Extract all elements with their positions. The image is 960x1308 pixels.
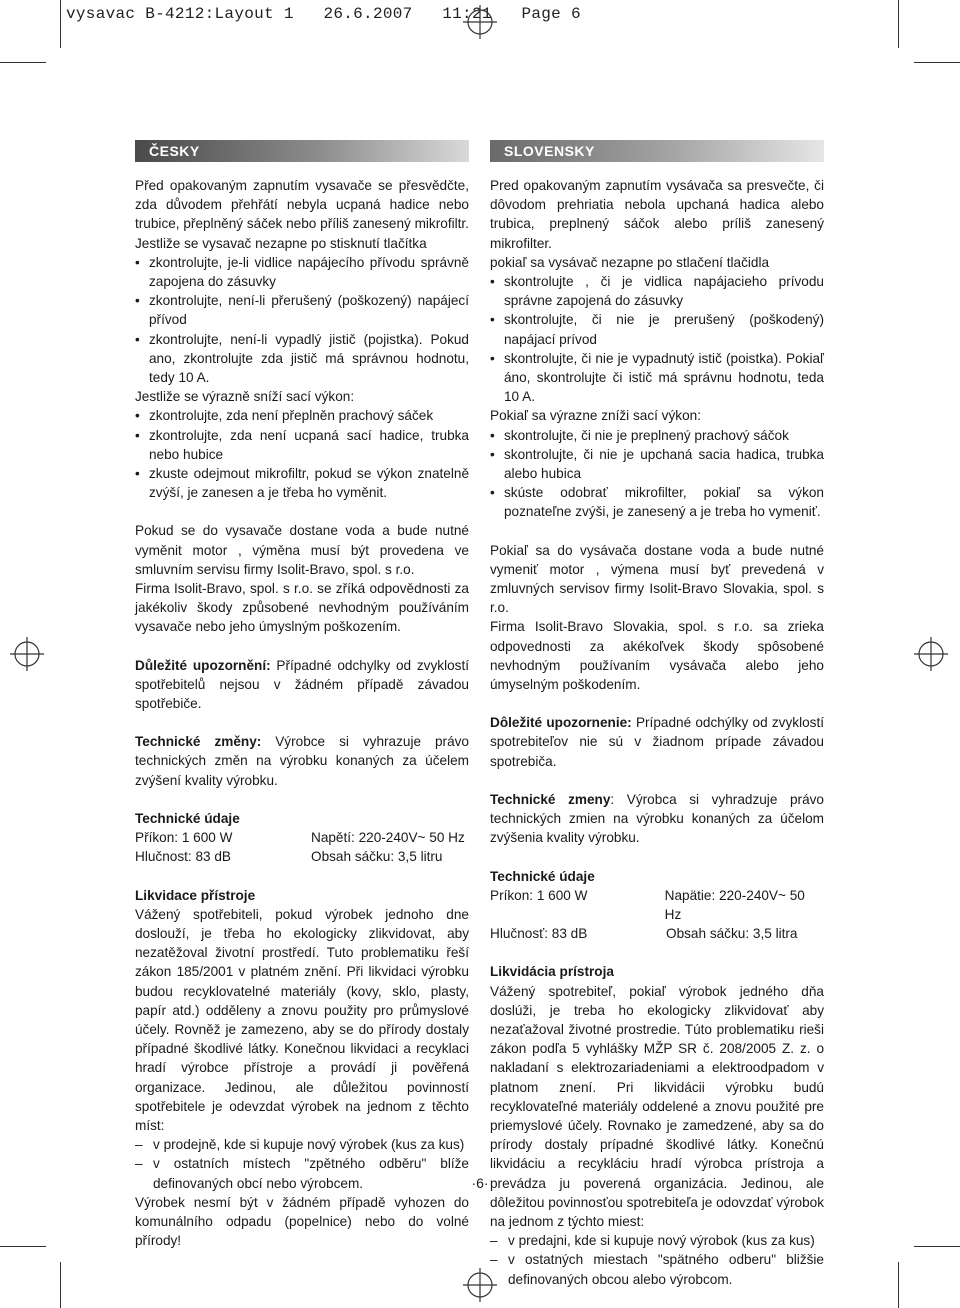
- sk-no-start-paragraph: pokiaľ sa vysávač nezapne po stlačení tlačidla: [490, 254, 770, 270]
- cz-changes-label: Technické změny:: [135, 734, 262, 750]
- sk-water-paragraph: Pokiaľ sa do vysávača dostane voda a bude nutné vymeniť motor , výmena musí byť prevedená v zmluvných servisov firmy Isolit-Bravo Slovakia, spol. s r.o.: [490, 542, 824, 616]
- sk-warning-text: Prípadné odchýlky od zvyklostí spotrebiteľov nie sú v žiadnom prípade závadou spotrebiča.: [490, 715, 824, 769]
- list-item: – v ostatních místech "zpětného odběru" blíže definovaných obcí nebo výrobcem.: [135, 1154, 469, 1192]
- page-number: ·6·: [471, 1175, 489, 1191]
- crop-mark-bottom-right: [898, 1262, 899, 1308]
- crop-mark-right-top: [914, 62, 960, 63]
- sk-tech-row: [490, 886, 824, 924]
- list-item: • zkuste odejmout mikrofiltr, pokud se výkon znatelně zvýší, je zanesen a je třeba ho vyměnit.: [135, 464, 469, 502]
- list-item: • skontrolujte, či nie je vypadnutý istič (poistka). Pokiaľ áno, skontrolujte či istič má správnu hodnotu, teda 10 A.: [490, 349, 824, 407]
- cz-tech-voltage: Napětí: 220-240V~ 50 Hz: [311, 830, 465, 846]
- cz-warning-paragraph: [135, 656, 469, 714]
- cz-changes-paragraph: [135, 732, 469, 790]
- sk-changes-text: : Výrobca si vyhradzuje právo technických zmien na výrobku konaných za účelom zvýšenia kvality výrobku.: [490, 791, 824, 846]
- czech-column: [135, 140, 469, 1250]
- list-item: – v ostatných miestach "spätného odberu" bližšie definovaných obcou alebo výrobcom.: [490, 1250, 824, 1288]
- crop-mark-left-top: [0, 62, 46, 63]
- sk-suction-paragraph: Pokiaľ sa výrazne zníži sací výkon:: [490, 408, 701, 424]
- sk-tech-bag: Obsah sáčku: 3,5 litra: [666, 926, 798, 942]
- sk-tech-power: Príkon: 1 600 W: [490, 887, 588, 903]
- registration-mark-top-icon: [463, 5, 497, 39]
- cz-tech-title: Technické údaje: [135, 810, 240, 826]
- crop-mark-bottom-left: [60, 1262, 61, 1308]
- sk-tech-noise: Hlučnosť: 83 dB: [490, 926, 588, 942]
- cz-intro-paragraph: Před opakovaným zapnutím vysavače se přesvědčte, zda důvodem přehřátí nebyla ucpaná hadice nebo trubice, přeplněný sáček nebo příliš zanesený mikrofiltr.: [135, 178, 469, 232]
- cz-tech-bag: Obsah sáčku: 3,5 litru: [311, 849, 443, 865]
- crop-mark-left-bottom: [0, 1246, 46, 1247]
- list-item: • zkontrolujte, není-li přerušený (poškozený) napájecí přívod: [135, 291, 469, 329]
- slovak-column: [490, 140, 824, 1289]
- list-item: • skontrolujte , či je vidlica napájacieho prívodu správne zapojená do zásuvky: [490, 272, 824, 310]
- cz-tech-noise: Hlučnost: 83 dB: [135, 849, 231, 865]
- list-item: • zkontrolujte, je-li vidlice napájecího přívodu správně zapojena do zásuvky: [135, 253, 469, 291]
- slovak-header: SLOVENSKY: [490, 140, 824, 162]
- crop-mark-right-bottom: [914, 1246, 960, 1247]
- sk-tech-title: Technické údaje: [490, 868, 595, 884]
- cz-warning-label: Důležité upozornění:: [135, 657, 271, 673]
- registration-mark-right-icon: [914, 637, 948, 671]
- registration-mark-left-icon: [10, 637, 44, 671]
- crop-mark-top-right: [898, 0, 899, 48]
- cz-tech-power: Příkon: 1 600 W: [135, 830, 233, 846]
- list-item: – v predajni, kde si kupuje nový výrobok (kus za kus): [490, 1231, 824, 1250]
- czech-header: ČESKY: [135, 140, 469, 162]
- sk-changes-paragraph: [490, 790, 824, 848]
- list-item: • skontrolujte, či nie je preplnený prachový sáčok: [490, 426, 824, 445]
- list-item: • zkontrolujte, zda není přeplněn prachový sáček: [135, 406, 469, 425]
- list-item: – v prodejně, kde si kupuje nový výrobek (kus za kus): [135, 1135, 469, 1154]
- list-item: • skúste odobrať mikrofilter, pokiaľ sa výkon poznateľne zvýši, je zanesený a je treba ho vymeniť.: [490, 483, 824, 521]
- sk-warning-label: Dôležité upozornenie:: [490, 715, 632, 731]
- sk-changes-label: Technické zmeny: [490, 791, 611, 807]
- cz-changes-text: Výrobce si vyhrazuje právo technických změn na výrobku konaných za účelem zvýšení kvality výrobku.: [135, 734, 469, 788]
- print-slug: vysavac B-4212:Layout 1 26.6.2007 11:21 Page 6: [66, 5, 581, 23]
- cz-no-start-paragraph: Jestliže se vysavač nezapne po stisknutí tlačítka: [135, 235, 427, 251]
- cz-liability-paragraph: Firma Isolit-Bravo, spol. s r.o. se zříká odpovědnosti za jakékoliv škody způsobené nevhodným používáním vysavače nebo jeho úmyslným poškozením.: [135, 581, 469, 635]
- cz-suction-paragraph: Jestliže se výrazně sníží sací výkon:: [135, 389, 355, 405]
- cz-disposal-text: Vážený spotřebiteli, pokud výrobek jednoho dne doslouží, je třeba ho ekologicky zlikvidovat, aby nezatěžoval životní prostředí. Tuto problematiku řeší zákon 185/2001 v platném znění. Při likvidaci výrobku budou recyklovatelné materiály (kovy, sklo, plasty, papír atd.) odděleny a znovu použity pro průmyslové účely. Rovněž je zamezeno, aby se do přírody dostaly případné škodlivé látky. Konečnou likvidaci a recyklaci hradí výrobce přístroje a provádí ji pověřená organizace. Jedinou, ale důležitou povinností spotřebitele je odevzdat výrobek na jednom z těchto míst:: [135, 906, 469, 1133]
- list-item: • skontrolujte, či nie je prerušený (poškodený) napájací prívod: [490, 310, 824, 348]
- sk-liability-paragraph: Firma Isolit-Bravo Slovakia, spol. s r.o. sa zrieka odpovednosti za akékoľvek škody spôsobené nevhodným používaním vysávača alebo jeho úmyselným poškodením.: [490, 619, 824, 693]
- list-item: • skontrolujte, či nie je upchaná sacia hadica, trubka alebo hubica: [490, 445, 824, 483]
- sk-disposal-title: Likvidácia prístroja: [490, 964, 614, 980]
- sk-tech-row: [490, 924, 824, 943]
- cz-disposal-title: Likvidace přístroje: [135, 887, 256, 903]
- sk-intro-paragraph: Pred opakovaným zapnutím vysávača sa presvečte, či dôvodom prehriatia nebola upchaná hadica alebo trubica, preplnený sáčok alebo príliš zanesený mikrofilter.: [490, 178, 824, 251]
- cz-tech-row: [135, 847, 469, 866]
- sk-warning-paragraph: [490, 713, 824, 771]
- cz-water-paragraph: Pokud se do vysavače dostane voda a bude nutné vyměnit motor , výměna musí být provedena ve smluvním servisu firmy Isolit-Bravo, spol. s r.o.: [135, 523, 469, 577]
- cz-warning-text: Případné odchylky od zvyklostí spotřebitelů nejsou v žádném případě závadou spotřebiče.: [135, 657, 469, 712]
- sk-tech-voltage: Napätie: 220-240V~ 50 Hz: [664, 887, 805, 922]
- cz-tech-row: [135, 828, 469, 847]
- crop-mark-top-left: [60, 0, 61, 48]
- cz-disposal-end: Výrobek nesmí být v žádném případě vyhozen do komunálního odpadu (popelnice) nebo do volné přírody!: [135, 1194, 469, 1249]
- sk-disposal-text: Vážený spotrebiteľ, pokiaľ výrobok jedného dňa doslúži, je treba ho ekologicky zlikvidovať aby nezaťažoval životné prostredie. Túto problematiku rieši zákon podľa 5 vyhlášky MŽP SR č. 208/2005 Z. z. o nakladaní s elektrozariadeniami a elektroodpadom v platnom znení. Pri likvidácii výrobku budú recyklovateľné materiály oddelené a znovu použité pre priemyslové účely. Rovnako je zamedzené, aby sa do prírody dostaly prípadné škodlivé látky. Konečnú likvidáciu a recykláciu hradí výrobca prístroja a prevádza ju poverená organizácia. Jedinou, ale dôležitou povinnosťou spotrebiteľa je odovzdať výrobok na jednom z týchto miest:: [490, 983, 824, 1229]
- list-item: • zkontrolujte, není-li vypadlý jistič (pojistka). Pokud ano, zkontrolujte zda jistič má správnou hodnotu, tedy 10 A.: [135, 330, 469, 388]
- list-item: • zkontrolujte, zda není ucpaná sací hadice, trubka nebo hubice: [135, 426, 469, 464]
